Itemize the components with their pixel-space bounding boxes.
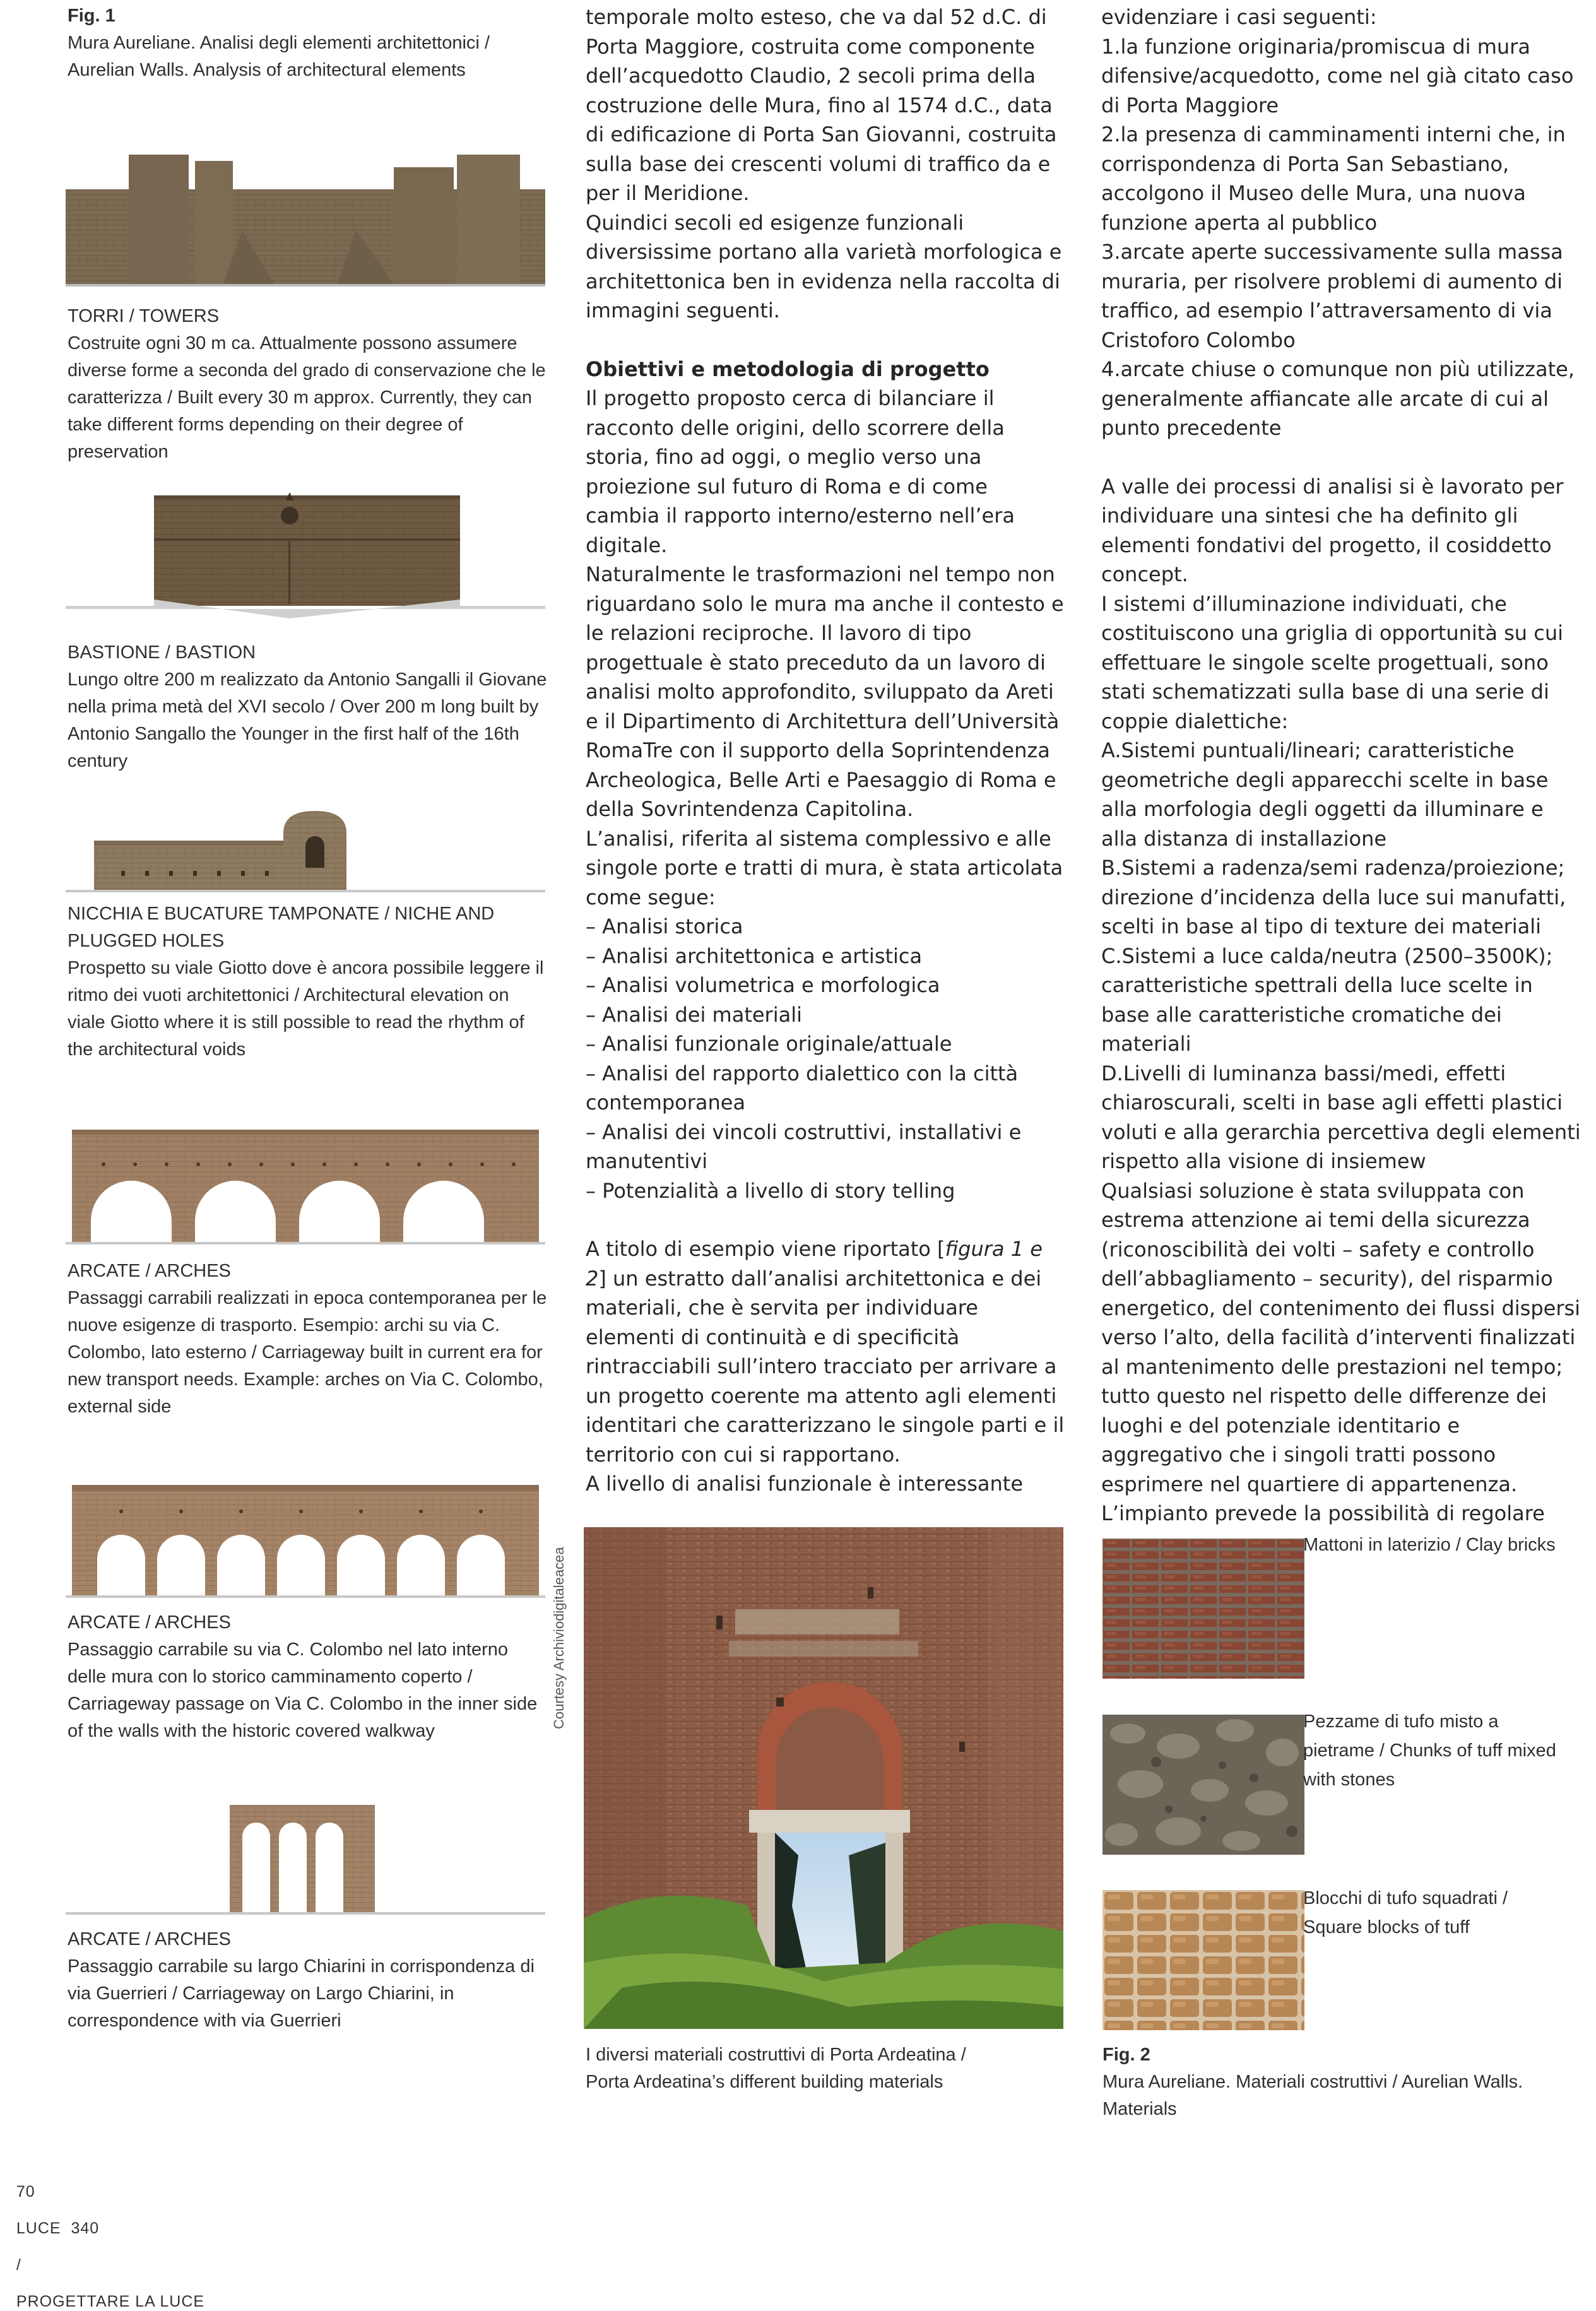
material-label: Blocchi di tufo squadrati / Square blocks of tuff [1303, 1888, 1508, 1937]
col2-list-item: – Analisi dei materiali [586, 1002, 802, 1027]
text-run: A titolo di esempio viene riportato [ [586, 1237, 945, 1261]
element-text: Lungo oltre 200 m realizzato da Antonio Sangalli il Giovane nella prima metà del XVI secolo / Over 200 m long built by Antonio Sangallo the Younger in the first half of the 16th century [68, 670, 547, 771]
element-text: Costruite ogni 30 m ca. Attualmente possono assumere diverse forme a seconda del grado di conservazione che le caratterizza / Built every 30 m approx. Currently, they can take different forms depending on their degree of preservation [68, 333, 546, 462]
element-title: TORRI / TOWERS [68, 306, 220, 326]
col2-paragraph: Quindici secoli ed esigenze funzionali diversissime portano alla varietà morfologica e architettonica ben in evidenza nella raccolta di immagini seguenti. [586, 210, 1062, 322]
col2-paragraph: A livello di analisi funzionale è interessante [586, 1472, 1023, 1496]
col3-paragraph: I sistemi d’illuminazione individuati, che costituiscono una griglia di opportunità su cui effettuare le singole scelte progettuali, sono stati schematizzati sulla base di una serie di coppie dialettiche: [1101, 591, 1563, 733]
col3-paragraph: D.Livelli di luminanza bassi/medi, effetti chiaroscurali, scelti in base agli effetti plastici voluti e alla gerarchia percettiva degli elementi rispetto alla visione di insiemew [1101, 1061, 1581, 1173]
page-footer [6, 2165, 204, 2311]
photo-caption: I diversi materiali costruttivi di Porta Ardeatina / Porta Ardeatina’s different building materials [586, 2045, 966, 2092]
material-tuff-blocks [1102, 1890, 1304, 2030]
element-title: NICCHIA E BUCATURE TAMPONATE / NICHE AND PLUGGED HOLES [68, 904, 495, 951]
material-label: Mattoni in laterizio / Clay bricks [1303, 1535, 1556, 1555]
element-text: Prospetto su viale Giotto dove è ancora possibile leggere il ritmo dei vuoti architettonici / Architectural elevation on viale Giotto where it is still possible to read the rhythm of the architectural voids [68, 958, 544, 1060]
column-3 [1101, 3, 1581, 1528]
arches-elevation-3 [66, 1802, 545, 1915]
material-label: Pezzame di tufo misto a pietrame / Chunks of tuff mixed with stones [1303, 1711, 1556, 1790]
fig2-caption: Mura Aureliane. Materiali costruttivi / Aurelian Walls. Materials [1102, 2072, 1523, 2119]
col2-list-item: – Analisi architettonica e artistica [586, 943, 923, 968]
element-arches-2 [68, 1609, 547, 1745]
element-title: ARCATE / ARCHES [68, 1261, 231, 1281]
col3-paragraph: C.Sistemi a luce calda/neutra (2500–3500K); caratteristiche spettrali della luce scelte in base alle caratteristiche cromatiche dei materiali [1101, 943, 1553, 1056]
fig1-label: Fig. 1 [68, 6, 115, 26]
element-arches-1 [68, 1258, 547, 1421]
col2-list-item: – Analisi volumetrica e morfologica [586, 973, 940, 997]
element-niche [68, 901, 547, 1063]
page-number: 70 [16, 2183, 35, 2201]
element-title: ARCATE / ARCHES [68, 1612, 231, 1633]
element-arches-3 [68, 1926, 547, 2035]
col3-paragraph: L’impianto prevede la possibilità di regolare [1101, 1501, 1545, 1525]
col3-paragraph: A valle dei processi di analisi si è lavorato per individuare una sintesi che ha definito gli elementi fondativi del progetto, il cosiddetto concept. [1101, 474, 1564, 586]
col2-list-item: – Analisi funzionale originale/attuale [586, 1032, 952, 1056]
col2-paragraph: Il progetto proposto cerca di bilanciare il racconto delle origini, dello scorrere della storia, fino ad oggi, o meglio verso una proiezione sul futuro di Roma e di come cambia il rapporto interno/esterno nell’era digitale. [586, 386, 1015, 557]
element-towers [68, 303, 547, 466]
niche-elevation [66, 808, 545, 896]
arches-elevation-2 [66, 1480, 545, 1600]
element-text: Passaggio carrabile su via C. Colombo nel lato interno delle mura con lo storico camminamento coperto / Carriageway passage on Via C. Colombo in the inner side of the walls with the historic covered walkway [68, 1640, 538, 1741]
arches-elevation-1 [66, 1126, 545, 1246]
col3-list-item: 2.la presenza di camminamenti interni che, in corrispondenza di Porta San Sebastiano, accolgono il Museo delle Mura, una nuova funzione aperta al pubblico [1101, 122, 1566, 235]
text-run: ] un estratto dall’analisi architettonica e dei materiali, che è servita per individuare elementi di continuità e di specificità rintracciabili sull’intero tracciato per arrivare a un progetto coerente ma attento agli elementi identitari che caratterizzano le singole parti e il territorio con cui si rapportano. [586, 1266, 1065, 1467]
col3-paragraph: Qualsiasi soluzione è stata sviluppata con estrema attenzione ai temi della sicurezza (riconoscibilità dei volti – safety e controllo dell’abbagliamento – security), del risparmio energetico, del contenimento dei flussi dispersi verso l’alto, della facilità d’interventi finalizzati al mantenimento delle prestazioni nel tempo; tutto questo nel rispetto delle differenze dei luoghi e del potenziale identitario e aggregativo che i singoli tratti possono esprimere nel quartiere di appartenenza. [1101, 1178, 1581, 1496]
bastion-elevation [66, 489, 545, 622]
col2-list-item: – Analisi dei vincoli costruttivi, installativi e manutentivi [586, 1120, 1022, 1173]
col3-paragraph: evidenziare i casi seguenti: [1101, 5, 1377, 29]
element-text: Passaggio carrabile su largo Chiarini in corrispondenza di via Guerrieri / Carriageway on Largo Chiarini, in correspondence with via Guerrieri [68, 1956, 535, 2031]
section-name: PROGETTARE LA LUCE [16, 2293, 205, 2310]
element-text: Passaggi carrabili realizzati in epoca contemporanea per le nuove esigenze di trasporto. Esempio: archi su via C. Colombo, lato esterno / Carriageway built in current era for new transport needs. Example: arches on Via C. Colombo, external side [68, 1288, 547, 1417]
col2-paragraph: L’analisi, riferita al sistema complessivo e alle singole porte e tratti di mura, è stata articolata come segue: [586, 826, 1063, 909]
col3-list-item: 4.arcate chiuse o comunque non più utilizzate, generalmente affiancate alle arcate di cui al punto precedente [1101, 357, 1575, 440]
material-tuff-chunks [1102, 1715, 1304, 1855]
footer-separator: / [16, 2256, 21, 2274]
col3-list-item: 1.la funzione originaria/promiscua di mura difensive/acquedotto, come nel già citato caso di Porta Maggiore [1101, 34, 1574, 117]
col3-paragraph: B.Sistemi a radenza/semi radenza/proiezione; direzione d’incidenza della luce sui manufatti, scelti in base al tipo di texture dei materiali [1101, 856, 1566, 938]
col2-paragraph: temporale molto esteso, che va dal 52 d.C. di Porta Maggiore, costruita come componente dell’acquedotto Claudio, 2 secoli prima della costruzione delle Mura, fino al 1574 d.C., data di edificazione di Porta San Giovanni, costruita sulla base dei crescenti volumi di traffico da e per il Meridione. [586, 5, 1057, 205]
element-title: BASTIONE / BASTION [68, 642, 256, 663]
column-2 [586, 3, 1065, 1499]
col2-list-item: – Analisi storica [586, 914, 743, 938]
element-title: ARCATE / ARCHES [68, 1929, 231, 1949]
towers-elevation [66, 155, 545, 287]
material-clay-bricks [1102, 1539, 1304, 1679]
fig2-caption-block [1102, 2042, 1544, 2123]
col2-list-item: – Potenzialità a livello di story telling [586, 1178, 955, 1203]
fig1-caption-block [68, 3, 535, 84]
photo-credit: Courtesy Archiviodigitaleacea [551, 1547, 567, 1729]
col2-paragraph: Naturalmente le trasformazioni nel tempo non riguardano solo le mura ma anche il contesto e le relazioni reciproche. Il lavoro di tipo progettuale è stato preceduto da un lavoro di analisi molto approfondito, sviluppato da Areti e il Dipartimento di Architettura dell’Università RomaTre con il supporto della Soprintendenza Archeologica, Belle Arti e Paesaggio di Roma e della Sovrintendenza Capitolina. [586, 562, 1064, 821]
col2-subheading: Obiettivi e metodologia di progetto [586, 357, 990, 381]
col3-list-item: 3.arcate aperte successivamente sulla massa muraria, per risolvere problemi di aumento di traffico, ad esempio l’attraversamento di via Cristoforo Colombo [1101, 240, 1563, 352]
col3-paragraph: A.Sistemi puntuali/lineari; caratteristiche geometriche degli apparecchi scelte in base alla morfologia degli oggetti da illuminare e alla distanza di installazione [1101, 738, 1549, 851]
fig1-caption: Mura Aureliane. Analisi degli elementi architettonici / Aurelian Walls. Analysis of architectural elements [68, 33, 490, 80]
element-bastion [68, 639, 547, 775]
col2-paragraph [586, 1234, 1065, 1469]
magazine-issue: LUCE 340 [16, 2219, 100, 2237]
col2-list-item: – Analisi del rapporto dialettico con la città contemporanea [586, 1061, 1019, 1114]
figure-reference: figura 1 e 2 [586, 1237, 1043, 1291]
fig2-label: Fig. 2 [1102, 2045, 1150, 2065]
porta-ardeatina-photo [584, 1527, 1063, 2029]
